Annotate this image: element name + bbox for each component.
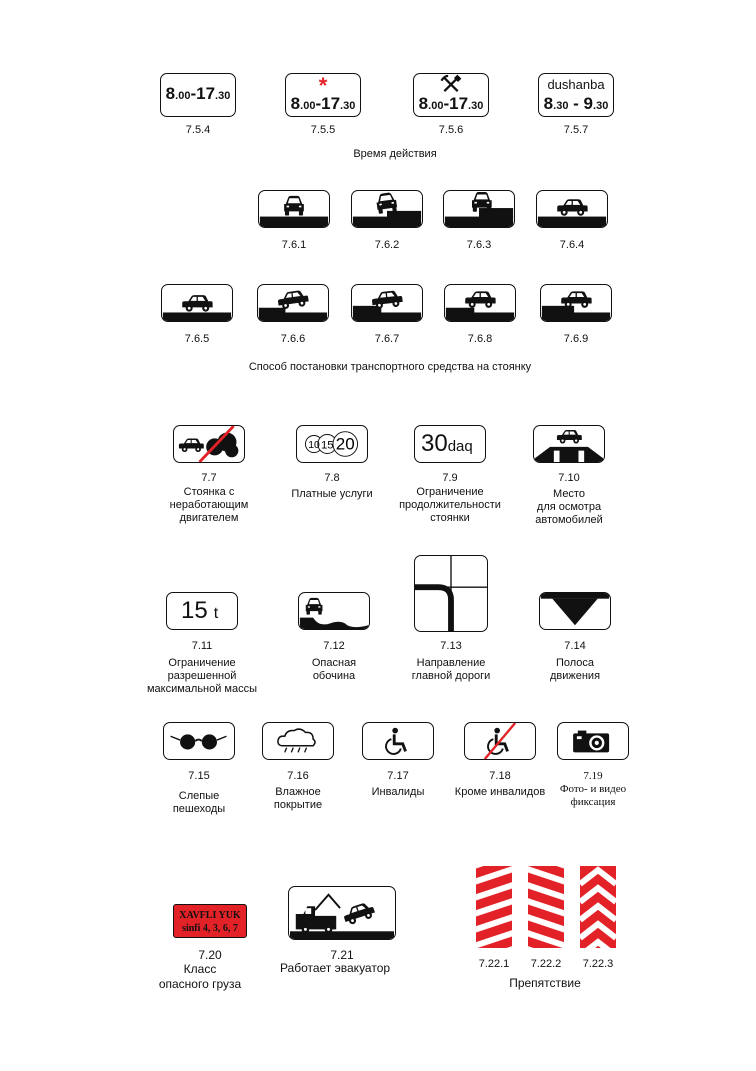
inspection-ramp-icon	[534, 426, 604, 462]
code-7-19: 7.19	[583, 770, 603, 782]
caption-7-20: Класс опасного груза	[158, 962, 242, 991]
code-7-10: 7.10	[558, 472, 580, 484]
code-7-6-7: 7.6.7	[374, 333, 400, 345]
sign-7-6-3	[443, 190, 515, 228]
sign-7-14	[539, 592, 611, 630]
code-7-5-6: 7.5.6	[438, 124, 464, 136]
code-7-6-8: 7.6.8	[467, 333, 493, 345]
engine-off-icon	[174, 426, 244, 462]
caption-7-16: Влажное покрытие	[273, 786, 323, 811]
wheelchair-icon	[363, 723, 433, 759]
code-7-22-2: 7.22.2	[530, 958, 562, 970]
hazard-line-1: XAVFLI YUK	[179, 910, 241, 921]
caption-7-11: Ограничение разрешенной максимальной массы	[146, 657, 258, 695]
caption-7-18: Кроме инвалидов	[454, 786, 546, 798]
sign-7-7	[173, 425, 245, 463]
caption-7-14: Полоса движения	[549, 657, 601, 682]
code-7-8: 7.8	[324, 472, 340, 484]
code-7-7: 7.7	[201, 472, 217, 484]
caption-7-15: Слепые пешеходы	[172, 790, 226, 815]
code-7-6-2: 7.6.2	[374, 239, 400, 251]
main-road-direction-icon	[415, 556, 487, 631]
code-7-22-1: 7.22.1	[478, 958, 510, 970]
caption-7-12: Опасная обочина	[311, 657, 357, 682]
sign-7-22-3	[580, 866, 616, 948]
sign-7-19	[557, 722, 629, 760]
sign-7-6-7	[351, 284, 423, 322]
code-7-5-7: 7.5.7	[563, 124, 589, 136]
caption-7-7: Стоянка с неработающим двигателем	[169, 486, 249, 524]
sign-7-6-2	[351, 190, 423, 228]
tow-truck-icon	[289, 887, 395, 939]
code-7-11: 7.11	[191, 640, 213, 652]
hazard-line-2: sinfi 4, 3, 6, 7	[182, 923, 238, 934]
time-range: 8.00-17.30	[418, 94, 484, 113]
dark-glasses-icon	[164, 723, 234, 759]
svg-text:20: 20	[335, 434, 355, 454]
sign-7-5-7	[538, 73, 614, 117]
code-7-18: 7.18	[489, 770, 511, 782]
sign-7-16	[262, 722, 334, 760]
code-7-6-9: 7.6.9	[563, 333, 589, 345]
sign-7-12	[298, 592, 370, 630]
sign-7-6-9	[540, 284, 612, 322]
sign-7-18	[464, 722, 536, 760]
code-7-20: 7.20	[198, 948, 222, 962]
sign-7-13	[414, 555, 488, 632]
sign-7-5-5	[285, 73, 361, 117]
code-7-6-1: 7.6.1	[281, 239, 307, 251]
asterisk-icon: *	[318, 73, 328, 98]
sign-7-22-2	[528, 866, 564, 948]
code-7-21: 7.21	[330, 948, 354, 962]
code-7-5-5: 7.5.5	[310, 124, 336, 136]
sign-7-6-4	[536, 190, 608, 228]
code-7-16: 7.16	[287, 770, 309, 782]
caption-7-17: Инвалиды	[371, 786, 425, 798]
code-7-22-3: 7.22.3	[582, 958, 614, 970]
sign-7-21	[288, 886, 396, 940]
camera-icon	[558, 723, 628, 759]
sign-7-8	[296, 425, 368, 463]
sign-7-15	[163, 722, 235, 760]
row-caption-parking-method: Способ постановки транспортного средства на стоянку	[248, 361, 532, 373]
code-7-6-5: 7.6.5	[184, 333, 210, 345]
svg-text:15: 15	[320, 439, 334, 452]
weekday-label: dushanba	[547, 77, 605, 92]
sign-7-11	[166, 592, 238, 630]
code-7-9: 7.9	[442, 472, 458, 484]
rain-cloud-icon	[263, 723, 333, 759]
code-7-6-4: 7.6.4	[559, 239, 585, 251]
row-caption-time: Время действия	[353, 148, 437, 160]
time-range: 8.00-17.30	[165, 84, 231, 103]
sign-7-5-4	[160, 73, 236, 117]
sign-7-17	[362, 722, 434, 760]
sign-7-6-8	[444, 284, 516, 322]
mass-value: 15 t	[181, 597, 219, 624]
caption-7-19: Фото- и видео фиксация	[559, 783, 627, 808]
code-7-12: 7.12	[323, 640, 345, 652]
code-7-13: 7.13	[440, 640, 462, 652]
sign-7-6-6	[257, 284, 329, 322]
sign-7-9	[414, 425, 486, 463]
caption-7-10: Место для осмотра автомобилей	[535, 488, 603, 526]
sign-7-6-5	[161, 284, 233, 322]
sign-7-5-6	[413, 73, 489, 117]
sign-7-10	[533, 425, 605, 463]
sign-7-20	[173, 904, 247, 938]
code-7-17: 7.17	[387, 770, 409, 782]
code-7-5-4: 7.5.4	[185, 124, 211, 136]
dangerous-shoulder-icon	[299, 593, 369, 629]
code-7-15: 7.15	[188, 770, 210, 782]
code-7-14: 7.14	[564, 640, 586, 652]
code-7-6-6: 7.6.6	[280, 333, 306, 345]
caption-7-9: Ограничение продолжительности стоянки	[399, 486, 501, 524]
code-7-6-3: 7.6.3	[466, 239, 492, 251]
caption-7-22: Препятствие	[509, 976, 581, 990]
caption-7-8: Платные услуги	[291, 488, 373, 500]
caption-7-13: Направление главной дороги	[411, 657, 491, 682]
coins-icon	[297, 426, 367, 462]
caption-7-21: Работает эвакуатор	[279, 961, 391, 975]
lane-arrow-icon	[540, 593, 610, 629]
sign-7-6-1	[258, 190, 330, 228]
time-range: 8.30 - 9.30	[543, 94, 609, 113]
duration-value: 30daq	[421, 430, 473, 457]
time-range: 8.00-17.30	[290, 94, 356, 113]
except-wheelchair-icon	[465, 723, 535, 759]
svg-text:10: 10	[308, 439, 320, 451]
sign-7-22-1	[476, 866, 512, 948]
